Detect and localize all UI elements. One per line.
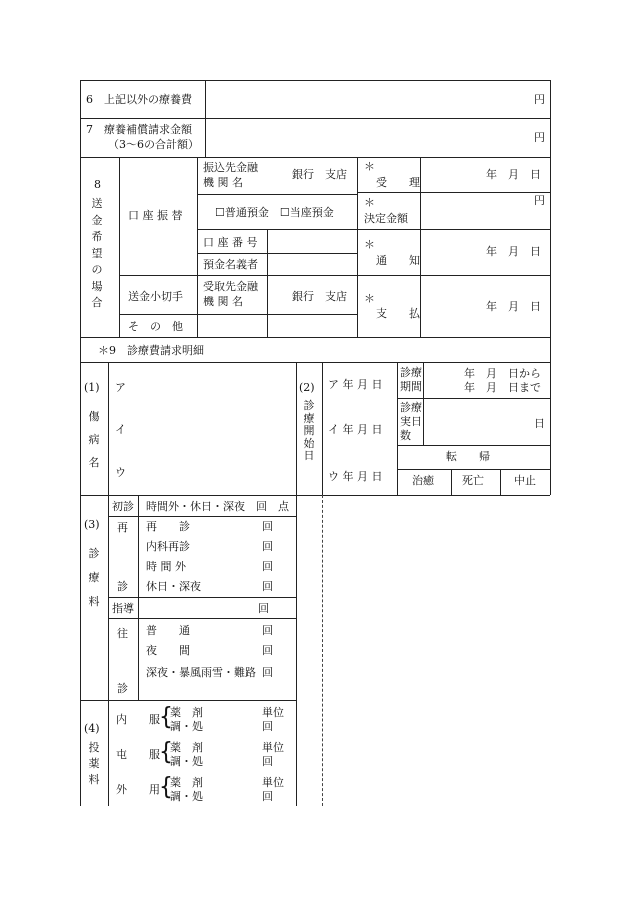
shoshin-detail: 時間外・休日・深夜 回 点: [146, 500, 289, 513]
shiharai-star: ＊: [364, 292, 375, 305]
saishin-item-label: 再 診: [146, 520, 190, 533]
brace-icon: {: [159, 703, 173, 732]
tsuchi-date: 年 月 日: [486, 245, 541, 258]
meigi-label: 預金名義者: [203, 258, 258, 271]
brace-icon: {: [159, 738, 173, 767]
saishin-label-top: 再: [117, 521, 128, 534]
furikomi-bank-label: 振込先金融機 関 名: [203, 161, 258, 189]
saishin-item-label: 内科再診: [146, 540, 190, 553]
toyaku-row-name: 内 服: [116, 713, 160, 726]
toyaku-row-b: 調・処: [170, 790, 203, 803]
kikan-label: 診療期間: [400, 366, 422, 393]
toyaku-label: 投薬料: [88, 741, 100, 786]
sonota-label: そ の 他: [128, 320, 183, 333]
oushin-item-unit: 回: [262, 666, 273, 679]
toyaku-row-name: 屯 服: [116, 748, 160, 761]
tenki-chushi: 中止: [514, 474, 536, 487]
saishin-item-unit: 回: [262, 580, 273, 593]
shoshin-label: 初診: [112, 500, 134, 513]
row6-label: 6 上記以外の療養費: [86, 93, 192, 106]
kettei-unit: 円: [534, 194, 545, 207]
tenki-label: 転 帰: [446, 450, 490, 463]
toyaku-row-ua: 単位: [262, 706, 284, 719]
tsuchi-star: ＊: [364, 238, 375, 251]
kaishi-i-date: イ 年 月 日: [328, 423, 383, 436]
shiharai-date: 年 月 日: [486, 300, 541, 313]
oushin-item-label: 深夜・暴風雨雪・難路: [146, 666, 256, 679]
kettei-star: ＊: [364, 196, 375, 209]
saishin-item-unit: 回: [262, 520, 273, 533]
toyaku-row-name: 外 用: [116, 783, 160, 796]
toyaku-row-a: 薬 剤: [170, 776, 203, 789]
jitsu-label: 診療実日数: [400, 401, 422, 442]
kogitte-label: 送金小切手: [128, 290, 183, 303]
tenki-shibou: 死亡: [462, 474, 484, 487]
shiharai-label: 支 払: [376, 307, 420, 320]
byomei-i: イ: [115, 423, 126, 436]
byomei-a: ア: [115, 381, 126, 394]
row6-unit: 円: [534, 93, 545, 106]
toyaku-num: (4): [84, 722, 100, 735]
juri-date: 年 月 日: [486, 168, 541, 181]
yokin-type-checkbox[interactable]: ☐普通預金 ☐当座預金: [215, 206, 334, 219]
toyaku-row-ub: 回: [262, 790, 273, 803]
saishin-item-unit: 回: [262, 540, 273, 553]
saishin-item-label: 休日・深夜: [146, 580, 201, 593]
oushin-item-label: 普 通: [146, 624, 190, 637]
oushin-item-label: 夜 間: [146, 644, 190, 657]
row7-label: 7 療養補償請求金額: [86, 123, 192, 136]
sec8-label: 送金希望の場合: [91, 197, 103, 309]
oushin-item-unit: 回: [262, 644, 273, 657]
juri-label: 受 理: [376, 176, 420, 189]
toyaku-row-ub: 回: [262, 755, 273, 768]
toyaku-row-b: 調・処: [170, 755, 203, 768]
koza-bango-label: 口 座 番 号: [203, 236, 258, 249]
row7-unit: 円: [534, 131, 545, 144]
kikan-from: 年 月 日から: [464, 367, 541, 380]
saishin-item-unit: 回: [262, 560, 273, 573]
uketori-bank-label: 受取先金融機 関 名: [203, 280, 258, 308]
tenki-chiyu: 治癒: [412, 474, 434, 487]
brace-icon: {: [159, 773, 173, 802]
byomei-label: 傷病名: [88, 410, 100, 469]
oushin-label-bottom: 診: [117, 682, 128, 695]
toyaku-row-a: 薬 剤: [170, 706, 203, 719]
toyaku-row-a: 薬 剤: [170, 741, 203, 754]
saishin-item-label: 時 間 外: [146, 560, 186, 573]
oushin-item-unit: 回: [262, 624, 273, 637]
byomei-u: ウ: [115, 466, 126, 479]
shinryo-num: (3): [84, 518, 100, 531]
kaishi-num: (2): [299, 381, 315, 394]
juri-star: ＊: [364, 160, 375, 173]
row7-sub: （3〜6の合計額）: [108, 138, 199, 151]
shinryo-label: 診療料: [88, 547, 100, 608]
shido-unit: 回: [258, 602, 269, 615]
toyaku-row-b: 調・処: [170, 720, 203, 733]
byomei-num: (1): [84, 381, 100, 394]
uketori-bank-branch: 銀行 支店: [292, 290, 347, 303]
jitsu-unit: 日: [534, 417, 545, 430]
kettei-label: 決定金額: [364, 212, 408, 225]
shido-label: 指導: [112, 602, 134, 615]
sec8-num: 8: [94, 178, 101, 191]
kikan-to: 年 月 日まで: [464, 381, 541, 394]
tsuchi-label: 通 知: [376, 254, 420, 267]
kaishi-u-date: ウ 年 月 日: [328, 470, 383, 483]
kaishi-label: 診療開始日: [303, 399, 315, 462]
sec9-title: ＊9 診療費請求明細: [98, 344, 204, 357]
toyaku-row-ub: 回: [262, 720, 273, 733]
saishin-label-bottom: 診: [117, 580, 128, 593]
koza-furikae-label: 口 座 振 替: [128, 209, 183, 222]
toyaku-row-ua: 単位: [262, 741, 284, 754]
furikomi-bank-branch: 銀行 支店: [292, 168, 347, 181]
kaishi-a-date: ア 年 月 日: [328, 378, 383, 391]
oushin-label-top: 往: [117, 627, 128, 640]
toyaku-row-ua: 単位: [262, 776, 284, 789]
